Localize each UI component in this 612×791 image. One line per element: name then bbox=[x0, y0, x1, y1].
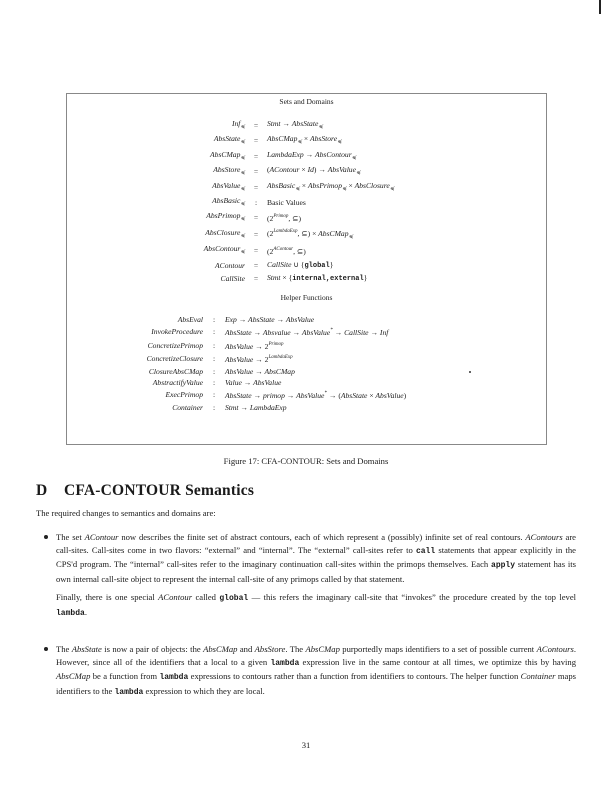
bullet-item bbox=[56, 643, 576, 699]
helper-row: ConcretizePrimop : AbsValue → $2^{Primop}$ bbox=[147, 340, 284, 351]
sets-table bbox=[147, 118, 394, 285]
def-row: AbsContour$_≼$ = ($2^{AContour}$, ⊆) bbox=[203, 244, 306, 257]
bullet-icon bbox=[44, 647, 48, 651]
figure-box bbox=[66, 93, 547, 445]
scan-mark bbox=[599, 0, 601, 14]
def-row: AbsStore$_≼$ = (AContour × Id) → AbsValue$_≼$ bbox=[213, 165, 361, 177]
intro-text: The required changes to semantics and domains are: bbox=[36, 508, 216, 518]
helper-row: ExecPrimop : AbsState → primop → AbsValue* → (AbsState × AbsValue) bbox=[165, 390, 407, 401]
def-row: AbsValue$_≼$ = AbsBasic$_≼$ × AbsPrimop$_≼$ × AbsClosure$_≼$ bbox=[212, 180, 395, 192]
helper-row: InvokeProcedure : AbsState → Absvalue → AbsValue* → CallSite → Inf bbox=[151, 327, 389, 338]
section-number: D bbox=[36, 482, 48, 499]
helper-row: Container : Stmt → LambdaExp bbox=[172, 402, 287, 412]
bullet-paragraph: Finally, there is one special AContour called global — this refers the imaginary call-site that “invokes” the procedure created by the top level lambda. bbox=[56, 592, 577, 618]
def-row: AbsClosure$_≼$ = ($2^{LambdaExp}$, ⊆) × AbsCMap$_≼$ bbox=[205, 227, 354, 240]
def-row: AbsBasic$_≼$ : Basic Values bbox=[212, 196, 306, 208]
page-number: 31 bbox=[301, 740, 311, 750]
def-row: Inf$_≼$ = Stmt → AbsState$_≼$ bbox=[147, 118, 394, 133]
def-row: AbsPrimop$_≼$ = ($2^{Primop}$, ⊆) bbox=[206, 211, 302, 224]
section-title: CFA-CONTOUR Semantics bbox=[64, 482, 255, 499]
helpers-table bbox=[107, 314, 406, 413]
bullet-icon bbox=[44, 535, 48, 539]
helper-row: AbsEval : Exp → AbsState → AbsValue bbox=[177, 315, 315, 324]
def-row: CallSite = Stmt × {internal,external} bbox=[220, 273, 368, 284]
helper-row: ClosureAbsCMap : AbsValue → AbsCMap bbox=[148, 366, 295, 376]
helper-row: ConcretizeClosure : AbsValue → $2^{LambdaExp}$ bbox=[146, 354, 293, 365]
helper-functions-title: Helper Functions bbox=[280, 293, 333, 302]
bullet-paragraph: The set AContour now describes the finite set of abstract contours, each of which represent a (possibly) infinite set of real contours. AContours are call-sites. Call-sites come in two flavors: “external” and “internal”. The “external” call-sites refer to call statements that appear explicitly in the CPS'd program. The “internal” call-sites refer to the imaginary continuation call-sites within the primops themselves. Each apply statement has its own internal call-site object to represent the internal call-site of any primops called by that statement. bbox=[56, 532, 577, 584]
helper-row: AbstractifyValue : Value → AbsValue bbox=[152, 378, 282, 388]
def-row: AbsState$_≼$ = AbsCMap$_≼$ × AbsStore$_≼$ bbox=[213, 134, 342, 146]
stray-dot bbox=[469, 371, 471, 373]
def-row: AbsCMap$_≼$ = LambdaExp → AbsContour$_≼$ bbox=[210, 149, 357, 161]
def-lhs: Inf bbox=[231, 119, 241, 128]
sets-domains-title: Sets and Domains bbox=[279, 97, 334, 106]
def-op: = bbox=[253, 121, 259, 130]
bullet-item bbox=[56, 531, 576, 621]
bullet-paragraph: The AbsState is now a pair of objects: the AbsCMap and AbsStore. The AbsCMap purportedly maps identifiers to a set of possible current AContours. However, since all of the identifiers that a local to a given lambda expression live in the same contour at all times, we optimize this by having AbsCMap be a function from lambda expressions to contours rather than a function from identifiers to contours. The helper function Container maps identifiers to the lambda expression to which they are local. bbox=[56, 644, 577, 697]
section-heading bbox=[36, 482, 254, 500]
def-row: AContour = CallSite ∪ {global} bbox=[215, 259, 334, 270]
figure-caption: Figure 17: CFA-CONTOUR: Sets and Domains bbox=[223, 456, 389, 466]
